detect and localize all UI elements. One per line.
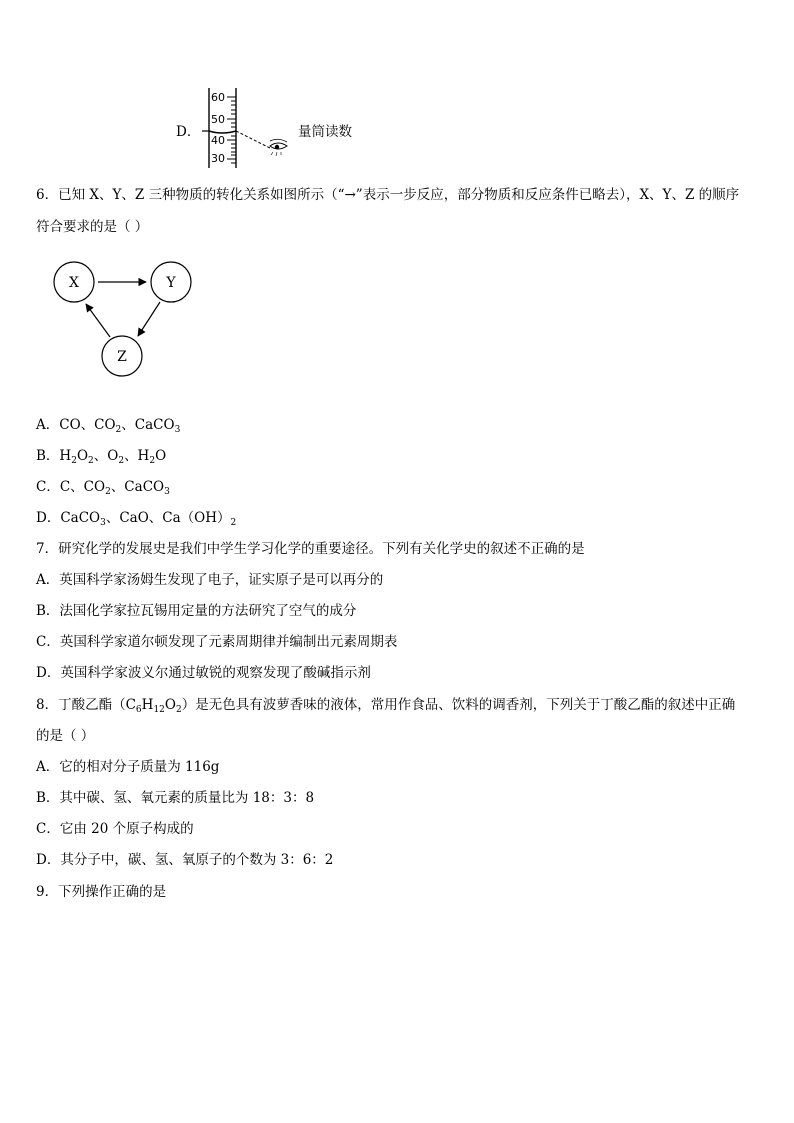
q6-option-a: A．CO、$CO_2$、CaCO$_3$: [36, 417, 181, 435]
eye-icon: [270, 139, 287, 156]
arrow-y-to-z: [138, 302, 160, 336]
node-y: [151, 262, 191, 302]
q8-stem-line2: 的是（ ）: [36, 728, 95, 744]
q7-option-b: B．法国化学家拉瓦锡用定量的方法研究了空气的成分: [36, 603, 357, 619]
tick-label-30: 30: [211, 152, 225, 165]
q8-option-c: C．它由 20 个原子构成的: [36, 821, 194, 837]
q6-option-b: B．$H_2O_2$、$O_2$、$H_2O$: [36, 448, 167, 466]
node-x: [54, 262, 94, 302]
q7-option-c: C．英国科学家道尔顿发现了元素周期律并编制出元素周期表: [36, 634, 398, 650]
q6-option-d: D．CaCO$_3$、CaO、$Ca(OH)_2$: [36, 510, 237, 528]
q8-stem-line1: 8．丁酸乙酯$(C_6H_{12}O_2)$是无色具有波萝香味的液体，常用作食品、饮料的调香剂，下列关于丁酸乙酯的叙述中正确: [36, 697, 736, 715]
xyz-conversion-diagram: [40, 252, 210, 382]
svg-text:Z: Z: [117, 349, 127, 365]
q7-option-a: A．英国科学家汤姆生发现了电子，证实原子是可以再分的: [36, 572, 384, 588]
q8-option-b: B．其中碳、氢、氧元素的质量比为 18：3：8: [36, 790, 315, 806]
q5-figure-caption: 量筒读数: [298, 124, 352, 140]
tick-label-60: 60: [211, 91, 225, 104]
node-z: [102, 336, 142, 376]
tick-label-50: 50: [211, 113, 225, 126]
q9-stem: 9．下列操作正确的是: [36, 884, 167, 900]
q6-stem-line1: 6．已知 X、Y、Z 三种物质的转化关系如图所示（“→”表示一步反应，部分物质和反应条件已略去），X、Y、Z 的顺序: [36, 187, 740, 203]
q6-stem-line2: 符合要求的是（ ）: [36, 219, 149, 235]
q7-option-d: D．英国科学家波义尔通过敏锐的观察发现了酸碱指示剂: [36, 665, 371, 681]
q7-stem: 7．研究化学的发展史是我们中学生学习化学的重要途径。下列有关化学史的叙述不正确的是: [36, 541, 585, 557]
q6-option-c: C．C、$CO_2$、CaCO$_3$: [36, 479, 170, 497]
svg-text:Y: Y: [166, 275, 176, 291]
q5-option-d-label: D．: [176, 124, 201, 140]
tick-label-40: 40: [211, 134, 225, 147]
q8-option-a: A．它的相对分子质量为 116g: [36, 759, 220, 775]
graduated-cylinder-figure: [200, 86, 310, 170]
svg-text:X: X: [69, 275, 79, 291]
q8-option-d: D．其分子中，碳、氢、氧原子的个数为 3：6：2: [36, 852, 334, 868]
arrow-z-to-x: [86, 304, 110, 337]
